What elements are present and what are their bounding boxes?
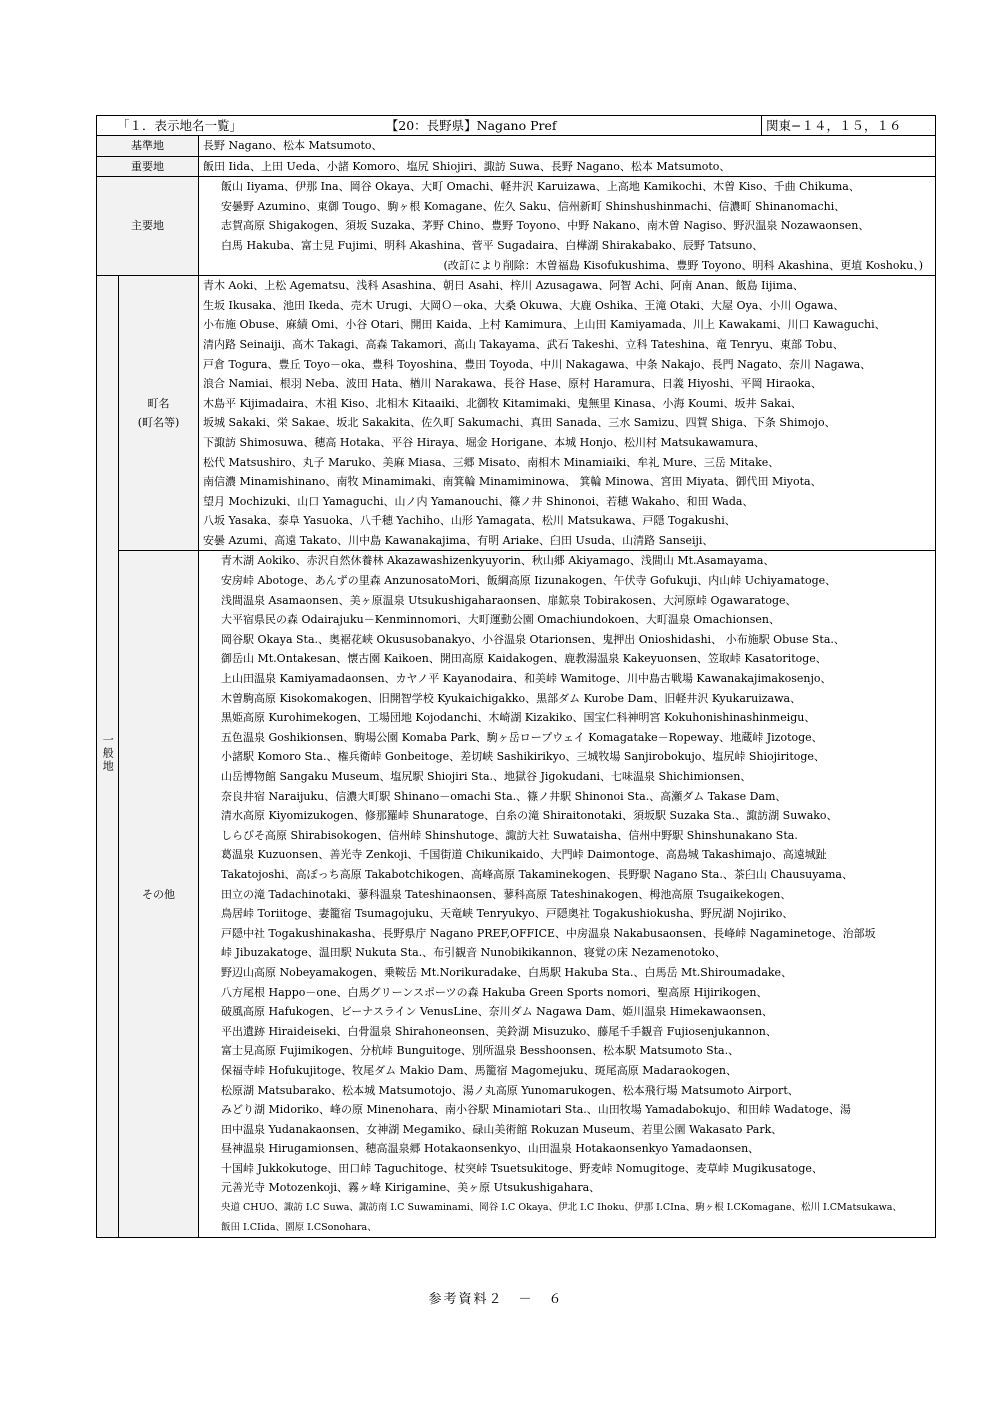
- label-chomei-main: 町名: [147, 396, 170, 410]
- label-shuyo: 主要地: [97, 177, 199, 276]
- sonota-line: 葛温泉 Kuzuonsen、善光寺 Zenkoji、千国街道 Chikunikaido、大門峠 Daimontoge、高島城 Takashimajo、高遠城趾: [221, 848, 827, 862]
- chomei-line: 八坂 Yasaka、泰阜 Yasuoka、八千穂 Yachiho、山形 Yamagata、松川 Matsukawa、戸隠 Togakushi、: [203, 514, 736, 528]
- sonota-line: 青木湖 Aokiko、赤沢自然休養林 Akazawashizenkyuyorin、秋山郷 Akiyamago、浅間山 Mt.Asamayama、: [221, 554, 775, 568]
- sonota-line: 御岳山 Mt.Ontakesan、懐古園 Kaikoen、開田高原 Kaidakogen、鹿教湯温泉 Kakeyuonsen、笠取峠 Kasatoritoge、: [221, 652, 827, 666]
- text-kijun: 長野 Nagano、松本 Matsumoto、: [199, 136, 936, 157]
- header-left-cell: [97, 116, 762, 136]
- sonota-line: 木曽駒高原 Kisokomakogen、旧開智学校 Kyukaichigakko、黒部ダム Kurobe Dam、旧軽井沢 Kyukaruizawa、: [221, 691, 802, 705]
- sonota-line: 五色温泉 Goshikionsen、駒場公園 Komaba Park、駒ヶ岳ロープウェイ Komagatake－Ropeway、地蔵峠 Jizotoge、: [221, 730, 823, 744]
- sonota-line: 浅間温泉 Asamaonsen、美ヶ原温泉 Utsukushigaharaonsen、扉鉱泉 Tobirakosen、大河原峠 Ogawaratoge、: [221, 593, 797, 607]
- place-name-table: [96, 115, 936, 1238]
- chomei-line: 青木 Aoki、上松 Agematsu、浅科 Asashina、朝日 Asahi、梓川 Azusagawa、阿智 Achi、阿南 Anan、飯島 Iijima、: [203, 279, 804, 293]
- header-row: [97, 116, 936, 136]
- label-kijun: 基準地: [97, 136, 199, 157]
- place-name-sheet: [96, 115, 935, 1238]
- shuyo-line: 志賀高原 Shigakogen、須坂 Suzaka、茅野 Chino、豊野 Toyono、中野 Nakano、南木曽 Nagiso、野沢温泉 Nozawaonsen、: [221, 219, 870, 233]
- sonota-line: 昼神温泉 Hirugamionsen、穂高温泉郷 Hotakaonsenkyo、山田温泉 Hotakaonsenkyo Yamadaonsen、: [221, 1142, 760, 1156]
- chomei-line: 望月 Mochizuki、山口 Yamaguchi、山ノ内 Yamanouchi、篠ノ井 Shinonoi、若穂 Wakaho、和田 Wada、: [203, 494, 754, 508]
- sonota-line: 田立の滝 Tadachinotaki、蓼科温泉 Tateshinaonsen、蓼科高原 Tateshinakogen、栂池高原 Tsugaikekogen、: [221, 887, 792, 901]
- sonota-line: 清水高原 Kiyomizukogen、修那羅峠 Shunaratoge、白糸の滝 Shiraitonotaki、須坂駅 Suzaka Sta.、諏訪湖 Suwako、: [221, 809, 838, 823]
- chomei-line: 木島平 Kijimadaira、木祖 Kiso、北相木 Kitaaiki、北御牧 Kitamimaki、鬼無里 Kinasa、小海 Koumi、坂井 Sakai、: [203, 396, 802, 410]
- shuyo-line: 飯山 Iiyama、伊那 Ina、岡谷 Okaya、大町 Omachi、軽井沢 Karuizawa、上高地 Kamikochi、木曽 Kiso、千曲 Chikuma、: [221, 180, 860, 194]
- label-chomei: [119, 276, 199, 551]
- sonota-line: 大平宿県民の森 Odairajuku－Kenminnomori、大町運動公園 Omachiundokoen、大町温泉 Omachionsen、: [221, 613, 780, 627]
- chomei-line: 戸倉 Togura、豊丘 Toyo－oka、豊科 Toyoshina、豊田 Toyoda、中川 Nakagawa、中条 Nakajo、長門 Nagato、奈川 Nagawa、: [203, 357, 872, 371]
- sonota-line: 保福寺峠 Hofukujitoge、牧尾ダム Makio Dam、馬籠宿 Magomejuku、斑尾高原 Madaraokogen、: [221, 1063, 738, 1077]
- shuyo-line: 白馬 Hakuba、富士見 Fujimi、明科 Akashina、菅平 Sugadaira、白樺湖 Shirakabako、辰野 Tatsuno、: [221, 238, 764, 252]
- map-sheet-numbers: 関東−１４，１５，１６: [762, 116, 936, 136]
- row-shuyo: [97, 177, 936, 276]
- sonota-line: 野辺山高原 Nobeyamakogen、乗鞍岳 Mt.Norikuradake、白馬駅 Hakuba Sta.、白馬岳 Mt.Shiroumadake、: [221, 965, 793, 979]
- sonota-line: 八方尾根 Happo－one、白馬グリーンスポーツの森 Hakuba Green Sports nomori、聖高原 Hijirikogen、: [221, 985, 768, 999]
- sonota-line: 破風高原 Hafukogen、ビーナスライン VenusLine、奈川ダム Nagawa Dam、姫川温泉 Himekawaonsen、: [221, 1005, 773, 1019]
- row-juyo: [97, 156, 936, 177]
- label-chomei-sub: (町名等): [137, 416, 180, 430]
- chomei-line: 坂城 Sakaki、栄 Sakae、坂北 Sakakita、佐久町 Sakumachi、真田 Sanada、三水 Samizu、四賀 Shiga、下条 Shimojo、: [203, 416, 836, 430]
- sonota-line: 上山田温泉 Kamiyamadaonsen、カヤノ平 Kayanodaira、和美峠 Wamitoge、川中島古戦場 Kawanakajimakosenjo、: [221, 672, 832, 686]
- sonota-line: 小諸駅 Komoro Sta.、権兵衛峠 Gonbeitoge、差切峡 Sashikirikyo、三城牧場 Sanjirobokujo、塩尻峠 Shiojiritoge、: [221, 750, 825, 764]
- row-kijun: [97, 136, 936, 157]
- sonota-line: 平出遺跡 Hiraideiseki、白骨温泉 Shirahoneonsen、美鈴湖 Misuzuko、藤尾千手観音 Fujiosenjukannon、: [221, 1024, 777, 1038]
- label-sonota: その他: [119, 551, 199, 1238]
- chomei-line: 南信濃 Minamishinano、南牧 Minamimaki、南箕輪 Minamiminowa、 箕輪 Minowa、宮田 Miyata、御代田 Miyota、: [203, 475, 822, 489]
- sonota-line: 安房峠 Abotoge、あんずの里森 AnzunosatoMori、飯綱高原 Iizunakogen、午伏寺 Gofukuji、内山峠 Uchiyamatoge、: [221, 574, 837, 588]
- chomei-line: 松代 Matsushiro、丸子 Maruko、美麻 Miasa、三郷 Misato、南相木 Minamiaiki、牟礼 Mure、三岳 Mitake、: [203, 455, 780, 469]
- sonota-line: 山岳博物館 Sangaku Museum、塩尻駅 Shiojiri Sta.、地獄谷 Jigokudani、七味温泉 Shichimionsen、: [221, 770, 752, 783]
- chomei-line: 清内路 Seinaiji、高木 Takagi、高森 Takamori、高山 Takayama、武石 Takeshi、立科 Tateshina、竜 Tenryu、東部 Tobu、: [203, 337, 844, 351]
- sonota-line: 鳥居峠 Toriitoge、妻籠宿 Tsumagojuku、天竜峡 Tenryukyo、戸隠奥社 Togakushiokusha、野尻湖 Nojiriko、: [221, 907, 794, 921]
- chomei-line: 下諏訪 Shimosuwa、穂高 Hotaka、平谷 Hiraya、堀金 Horigane、本城 Honjo、松川村 Matsukawamura、: [203, 435, 766, 449]
- sonota-line: 松原湖 Matsubarako、松本城 Matsumotojo、湯ノ丸高原 Yunomarukogen、松本飛行場 Matsumoto Airport、: [221, 1083, 799, 1097]
- sonota-line: 十国峠 Jukkokutoge、田口峠 Taguchitoge、杖突峠 Tsuetsukitoge、野麦峠 Nomugitoge、麦草峠 Mugikusatoge、: [221, 1161, 823, 1175]
- chomei-line: 浪合 Namiai、根羽 Neba、波田 Hata、楢川 Narakawa、長谷 Hase、原村 Haramura、日義 Hiyoshi、平岡 Hiraoka、: [203, 377, 822, 391]
- sonota-line: 富士見高原 Fujimikogen、分杭峠 Bunguitoge、別所温泉 Besshoonsen、松本駅 Matsumoto Sta.、: [221, 1044, 740, 1058]
- label-juyo: 重要地: [97, 156, 199, 177]
- text-sonota: [199, 551, 936, 1238]
- shuyo-revision-note: (改訂により削除：木曽福島 Kisofukushima、豊野 Toyono、明科 Akashina、更埴 Koshoku、): [443, 258, 924, 272]
- row-sonota: [97, 551, 936, 1238]
- shuyo-line: 安曇野 Azumino、東御 Tougo、駒ヶ根 Komagane、佐久 Saku、信州新町 Shinshushinmachi、信濃町 Shinanomachi、: [221, 199, 846, 213]
- chomei-line: 生坂 Ikusaka、池田 Ikeda、売木 Urugi、大岡Ｏ－oka、大桑 Okuwa、大鹿 Oshika、王滝 Otaki、大屋 Oya、小川 Ogawa、: [203, 298, 845, 312]
- row-chomei: [97, 276, 936, 551]
- sonota-line: 田中温泉 Yudanakaonsen、女神湖 Megamiko、碌山美術館 Rokuzan Museum、若里公園 Wakasato Park、: [221, 1122, 783, 1136]
- sonota-line: みどり湖 Midoriko、峰の原 Minenohara、南小谷駅 Minamiotari Sta.、山田牧場 Yamadabokujo、和田峠 Wadatoge、湯: [221, 1103, 851, 1117]
- section-title: 「１．表示地名一覧」: [117, 118, 243, 133]
- sonota-line: 峠 Jibuzakatoge、温田駅 Nukuta Sta.、布引観音 Nunobikikannon、寝覚の床 Nezamenotoko、: [221, 946, 726, 960]
- label-ippan: [97, 276, 119, 1238]
- text-shuyo: [199, 177, 936, 276]
- sonota-line-last: 飯田 I.CIida、園原 I.CSonohara、: [221, 1221, 377, 1233]
- sonota-line: 元善光寺 Motozenkoji、霧ヶ峰 Kirigamine、美ヶ原 Utsukushigahara、: [221, 1181, 601, 1195]
- sonota-line: しらびそ高原 Shirabisokogen、信州峠 Shinshutoge、諏訪大社 Suwataisha、信州中野駅 Shinshunakano Sta.: [221, 828, 798, 842]
- page-footer: 参考資料２ － ６: [428, 1292, 564, 1307]
- sonota-line: Takatojoshi、高ぼっち高原 Takabotchikogen、高峰高原 Takaminekogen、長野駅 Nagano Sta.、茶臼山 Chausuyama、: [221, 867, 853, 881]
- prefecture-title: 【20：長野県】Nagano Pref: [392, 118, 557, 133]
- text-juyo: 飯田 Iida、上田 Ueda、小諸 Komoro、塩尻 Shiojiri、諏訪 Suwa、長野 Nagano、松本 Matsumoto、: [199, 156, 936, 177]
- sonota-line: 奈良井宿 Naraijuku、信濃大町駅 Shinano－omachi Sta.、篠ノ井駅 Shinonoi Sta.、高瀬ダム Takase Dam、: [221, 789, 787, 803]
- sonota-line: 岡谷駅 Okaya Sta.、奥裾花峡 Okususobanakyo、小谷温泉 Otarionsen、鬼押出 Onioshidashi、 小布施駅 Obuse Sta.、: [221, 632, 845, 646]
- sonota-line-small: 央道 CHUO、諏訪 I.C Suwa、諏訪南 I.C Suwaminami、岡谷 I.C Okaya、伊北 I.C Ihoku、伊那 I.CIna、駒ヶ根 I.CKomagane、松川 I.CMatsukawa、: [221, 1202, 902, 1214]
- chomei-line: 小布施 Obuse、麻績 Omi、小谷 Otari、開田 Kaida、上村 Kamimura、上山田 Kamiyamada、川上 Kawakami、川口 Kawaguchi、: [203, 318, 886, 332]
- sonota-line: 戸隠中社 Togakushinakasha、長野県庁 Nagano PREF,OFFICE、中房温泉 Nakabusaonsen、長峰峠 Nagaminetoge、治部坂: [221, 926, 876, 940]
- chomei-line: 安曇 Azumi、高遠 Takato、川中島 Kawanakajima、有明 Ariake、臼田 Usuda、山清路 Sanseiji、: [203, 533, 714, 547]
- sonota-line: 黒姫高原 Kurohimekogen、工場団地 Kojodanchi、木崎湖 Kizakiko、国宝仁科神明宮 Kokuhonishinashinmeigu、: [221, 711, 816, 725]
- text-chomei: [199, 276, 936, 551]
- label-ippan-text: 一般地: [101, 733, 115, 773]
